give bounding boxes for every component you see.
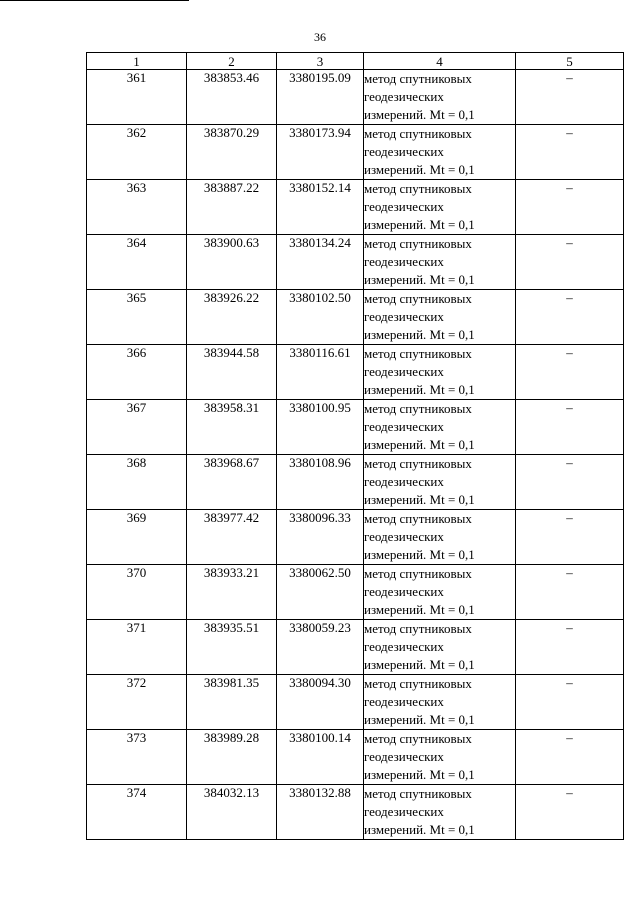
table-row — [87, 565, 624, 620]
method-line: измерений. Mt = 0,1 — [364, 602, 475, 617]
table-header-row — [87, 53, 624, 70]
y-coordinate-cell: 3380152.14 — [277, 180, 364, 235]
method-line: метод спутниковых — [364, 676, 472, 691]
y-coordinate-cell: 3380094.30 — [277, 675, 364, 730]
note-cell: – — [516, 620, 624, 675]
note-cell: – — [516, 565, 624, 620]
method-line: геодезических — [364, 89, 444, 104]
method-cell — [364, 785, 516, 840]
method-line: измерений. Mt = 0,1 — [364, 767, 475, 782]
method-line: измерений. Mt = 0,1 — [364, 437, 475, 452]
method-cell — [364, 345, 516, 400]
table-row — [87, 70, 624, 125]
method-line: измерений. Mt = 0,1 — [364, 162, 475, 177]
method-line: измерений. Mt = 0,1 — [364, 107, 475, 122]
method-cell — [364, 125, 516, 180]
x-coordinate-cell: 383935.51 — [187, 620, 277, 675]
note-cell: – — [516, 125, 624, 180]
point-number-cell: 368 — [87, 455, 187, 510]
table-row — [87, 345, 624, 400]
method-line: метод спутниковых — [364, 181, 472, 196]
page-number: 36 — [314, 30, 326, 44]
point-number-cell: 363 — [87, 180, 187, 235]
y-coordinate-cell: 3380116.61 — [277, 345, 364, 400]
note-cell: – — [516, 70, 624, 125]
method-line: метод спутниковых — [364, 456, 472, 471]
y-coordinate-cell: 3380100.14 — [277, 730, 364, 785]
note-cell: – — [516, 345, 624, 400]
point-number-cell: 361 — [87, 70, 187, 125]
x-coordinate-cell: 383933.21 — [187, 565, 277, 620]
x-coordinate-cell: 383968.67 — [187, 455, 277, 510]
method-line: измерений. Mt = 0,1 — [364, 327, 475, 342]
method-cell — [364, 400, 516, 455]
method-line: измерений. Mt = 0,1 — [364, 657, 475, 672]
point-number-cell: 364 — [87, 235, 187, 290]
note-cell: – — [516, 235, 624, 290]
method-line: геодезических — [364, 199, 444, 214]
method-line: измерений. Mt = 0,1 — [364, 492, 475, 507]
table-row — [87, 125, 624, 180]
column-header: 5 — [516, 53, 624, 70]
method-line: метод спутниковых — [364, 236, 472, 251]
method-cell — [364, 730, 516, 785]
note-cell: – — [516, 730, 624, 785]
method-line: метод спутниковых — [364, 401, 472, 416]
method-line: измерений. Mt = 0,1 — [364, 822, 475, 837]
x-coordinate-cell: 383981.35 — [187, 675, 277, 730]
column-header: 3 — [277, 53, 364, 70]
method-line: измерений. Mt = 0,1 — [364, 547, 475, 562]
y-coordinate-cell: 3380195.09 — [277, 70, 364, 125]
method-line: метод спутниковых — [364, 71, 472, 86]
table-row — [87, 730, 624, 785]
method-line: измерений. Mt = 0,1 — [364, 217, 475, 232]
y-coordinate-cell: 3380108.96 — [277, 455, 364, 510]
table-row — [87, 180, 624, 235]
x-coordinate-cell: 384032.13 — [187, 785, 277, 840]
table-row — [87, 620, 624, 675]
method-line: метод спутниковых — [364, 566, 472, 581]
method-line: метод спутниковых — [364, 511, 472, 526]
note-cell: – — [516, 785, 624, 840]
method-line: геодезических — [364, 419, 444, 434]
method-line: метод спутниковых — [364, 731, 472, 746]
method-line: геодезических — [364, 639, 444, 654]
note-cell: – — [516, 290, 624, 345]
point-number-cell: 369 — [87, 510, 187, 565]
method-line: метод спутниковых — [364, 621, 472, 636]
y-coordinate-cell: 3380096.33 — [277, 510, 364, 565]
x-coordinate-cell: 383926.22 — [187, 290, 277, 345]
table-row — [87, 785, 624, 840]
table-row — [87, 235, 624, 290]
point-number-cell: 362 — [87, 125, 187, 180]
column-header: 4 — [364, 53, 516, 70]
y-coordinate-cell: 3380100.95 — [277, 400, 364, 455]
coordinates-table — [86, 52, 624, 840]
x-coordinate-cell: 383887.22 — [187, 180, 277, 235]
table-row — [87, 455, 624, 510]
method-line: геодезических — [364, 529, 444, 544]
point-number-cell: 371 — [87, 620, 187, 675]
y-coordinate-cell: 3380062.50 — [277, 565, 364, 620]
method-line: геодезических — [364, 254, 444, 269]
point-number-cell: 373 — [87, 730, 187, 785]
table-row — [87, 510, 624, 565]
method-line: метод спутниковых — [364, 126, 472, 141]
y-coordinate-cell: 3380059.23 — [277, 620, 364, 675]
method-cell — [364, 510, 516, 565]
column-header: 1 — [87, 53, 187, 70]
x-coordinate-cell: 383870.29 — [187, 125, 277, 180]
note-cell: – — [516, 510, 624, 565]
point-number-cell: 367 — [87, 400, 187, 455]
x-coordinate-cell: 383900.63 — [187, 235, 277, 290]
method-cell — [364, 235, 516, 290]
y-coordinate-cell: 3380134.24 — [277, 235, 364, 290]
x-coordinate-cell: 383989.28 — [187, 730, 277, 785]
method-line: геодезических — [364, 749, 444, 764]
method-cell — [364, 675, 516, 730]
method-line: геодезических — [364, 474, 444, 489]
note-cell: – — [516, 455, 624, 510]
table-row — [87, 400, 624, 455]
point-number-cell: 366 — [87, 345, 187, 400]
x-coordinate-cell: 383958.31 — [187, 400, 277, 455]
y-coordinate-cell: 3380132.88 — [277, 785, 364, 840]
method-cell — [364, 620, 516, 675]
header-rule — [0, 0, 189, 1]
note-cell: – — [516, 675, 624, 730]
x-coordinate-cell: 383853.46 — [187, 70, 277, 125]
y-coordinate-cell: 3380102.50 — [277, 290, 364, 345]
method-cell — [364, 565, 516, 620]
column-header: 2 — [187, 53, 277, 70]
method-line: геодезических — [364, 309, 444, 324]
method-line: геодезических — [364, 364, 444, 379]
method-line: метод спутниковых — [364, 346, 472, 361]
y-coordinate-cell: 3380173.94 — [277, 125, 364, 180]
method-line: метод спутниковых — [364, 786, 472, 801]
method-line: геодезических — [364, 584, 444, 599]
method-line: геодезических — [364, 804, 444, 819]
method-cell — [364, 180, 516, 235]
method-cell — [364, 290, 516, 345]
method-line: метод спутниковых — [364, 291, 472, 306]
note-cell: – — [516, 400, 624, 455]
method-line: геодезических — [364, 694, 444, 709]
table-row — [87, 290, 624, 345]
method-cell — [364, 455, 516, 510]
note-cell: – — [516, 180, 624, 235]
method-line: измерений. Mt = 0,1 — [364, 272, 475, 287]
x-coordinate-cell: 383944.58 — [187, 345, 277, 400]
method-line: измерений. Mt = 0,1 — [364, 712, 475, 727]
x-coordinate-cell: 383977.42 — [187, 510, 277, 565]
point-number-cell: 365 — [87, 290, 187, 345]
point-number-cell: 374 — [87, 785, 187, 840]
table-row — [87, 675, 624, 730]
point-number-cell: 370 — [87, 565, 187, 620]
method-cell — [364, 70, 516, 125]
method-line: измерений. Mt = 0,1 — [364, 382, 475, 397]
point-number-cell: 372 — [87, 675, 187, 730]
method-line: геодезических — [364, 144, 444, 159]
